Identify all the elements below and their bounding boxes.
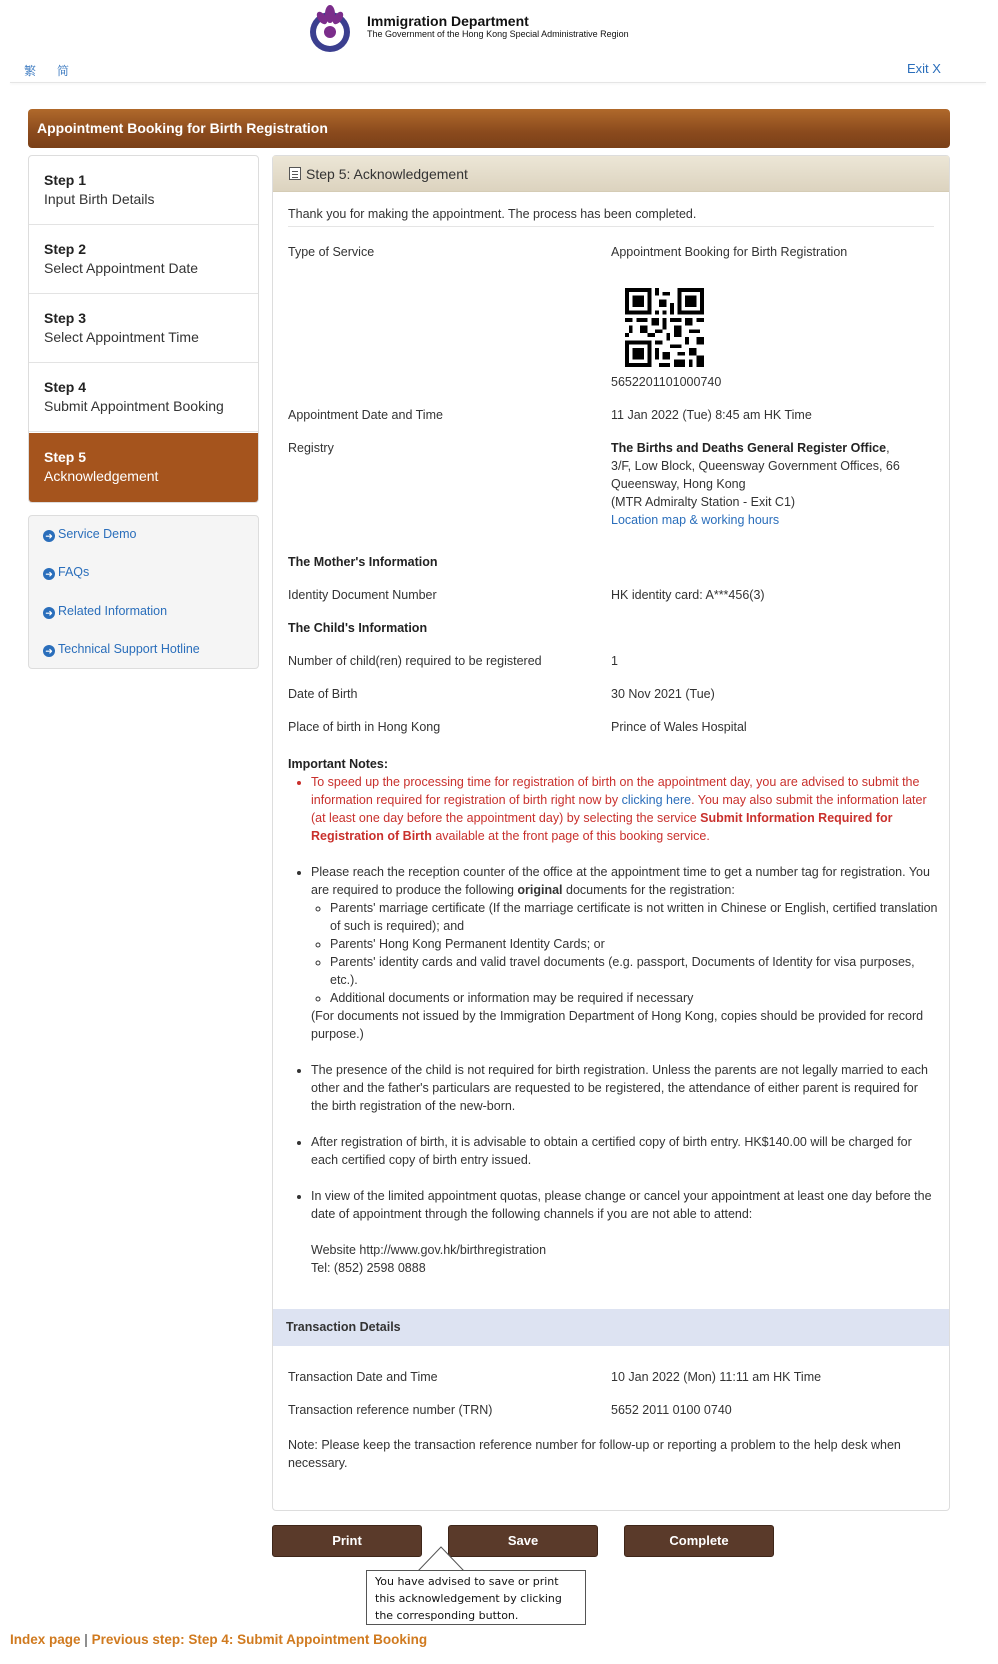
- arrow-circle-icon: ➜: [43, 607, 55, 619]
- qr-code-icon: [625, 288, 704, 367]
- step-number: Step 3: [44, 310, 87, 326]
- save-print-tooltip: [366, 1570, 586, 1625]
- acknowledgement-panel: [272, 155, 950, 1511]
- link-label: Technical Support Hotline: [58, 642, 200, 656]
- registry-mtr-exit: (MTR Admiralty Station - Exit C1): [611, 495, 796, 509]
- step-1: [29, 156, 258, 225]
- step-5-active: [29, 433, 258, 502]
- lang-simplified-link[interactable]: 简: [57, 64, 70, 78]
- header-divider: [10, 82, 986, 83]
- arrow-circle-icon: ➜: [43, 530, 55, 542]
- service-demo-link[interactable]: [43, 527, 137, 542]
- step-label: Submit Appointment Booking: [44, 398, 224, 414]
- side-links-panel: [28, 515, 259, 669]
- step-number: Step 5: [44, 449, 87, 465]
- department-subtitle: The Government of the Hong Kong Special Administrative Region: [367, 29, 629, 39]
- important-notes-heading: Important Notes:: [288, 757, 388, 771]
- transaction-datetime-value: 10 Jan 2022 (Mon) 11:11 am HK Time: [611, 1370, 822, 1384]
- lang-traditional-link[interactable]: 繁: [24, 64, 37, 78]
- date-of-birth-value: 30 Nov 2021 (Tue): [611, 687, 715, 701]
- qr-number: 5652201101000740: [611, 375, 722, 389]
- note-documents: [311, 863, 938, 1043]
- transaction-details-heading: Transaction Details: [286, 1320, 401, 1334]
- registry-name-line: [611, 441, 890, 455]
- transaction-datetime-label: Transaction Date and Time: [288, 1370, 438, 1384]
- identity-document-value: HK identity card: A***456(3): [611, 588, 765, 602]
- complete-button[interactable]: Complete: [624, 1525, 774, 1557]
- step-label: Acknowledgement: [44, 468, 159, 484]
- note-text: available at the front page of this booking service.: [431, 829, 710, 843]
- note-change-cancel: [311, 1187, 938, 1277]
- note-submit-info: [311, 773, 938, 845]
- num-children-value: 1: [611, 654, 618, 668]
- note-text: To speed up the processing time for registration of birth on the appointment day, you are advised to submit the information required for registration of birth right now by: [311, 775, 920, 807]
- notes-list: [288, 773, 938, 1277]
- tooltip-line: You have advised to save or print: [375, 1575, 559, 1588]
- footer-nav: [10, 1632, 427, 1647]
- trn-value: 5652 2011 0100 0740: [611, 1403, 732, 1417]
- department-title: Immigration Department: [367, 13, 529, 29]
- print-button[interactable]: Print: [272, 1525, 422, 1557]
- previous-step-link[interactable]: Previous step: Step 4: Submit Appointment Booking: [91, 1632, 428, 1647]
- note-child-presence: • The presence of the child is not required for birth registration. Unless the parents are not legally married to each other and the father's particulars are requested to be registered, the attendance of either parent is required for the birth registration of the new-born.: [311, 1061, 938, 1115]
- technical-support-link[interactable]: [43, 642, 200, 657]
- place-of-birth-label: Place of birth in Hong Kong: [288, 720, 441, 734]
- note-text: documents for the registration:: [562, 883, 735, 897]
- num-children-label: Number of child(ren) required to be registered: [288, 654, 542, 668]
- type-of-service-label: Type of Service: [288, 245, 375, 259]
- related-information-link[interactable]: [43, 604, 167, 619]
- hksar-emblem-icon: [306, 2, 354, 54]
- step-label: Select Appointment Date: [44, 260, 199, 276]
- tel-contact: Tel: (852) 2598 0888: [311, 1261, 426, 1275]
- registry-name: The Births and Deaths General Register Office: [611, 441, 887, 455]
- important-notes: [288, 755, 938, 1295]
- step-label: Select Appointment Time: [44, 329, 199, 345]
- panel-heading: Step 5: Acknowledgement: [306, 166, 468, 182]
- registry-comma: ,: [886, 441, 890, 455]
- faqs-link[interactable]: [43, 565, 89, 580]
- note-bold: original: [517, 883, 563, 897]
- note-text: In view of the limited appointment quotas, please change or cancel your appointment at least one day before the date of appointment through the following channels if you are not able to attend:: [311, 1189, 932, 1221]
- note-copies: (For documents not issued by the Immigration Department of Hong Kong, copies should be provided for record purpose.): [311, 1009, 924, 1041]
- registry-address-line2: Queensway, Hong Kong: [611, 477, 746, 491]
- appointment-datetime-label: Appointment Date and Time: [288, 408, 443, 422]
- identity-document-label: Identity Document Number: [288, 588, 437, 602]
- footer-separator: |: [84, 1632, 88, 1647]
- trn-label: Transaction reference number (TRN): [288, 1403, 493, 1417]
- tooltip-arrow: [418, 1546, 464, 1572]
- link-label: Service Demo: [58, 527, 137, 541]
- page-header: [0, 0, 998, 82]
- step-number: Step 4: [44, 379, 87, 395]
- panel-header: [273, 156, 949, 192]
- step-label: Input Birth Details: [44, 191, 155, 207]
- step-3: [29, 294, 258, 363]
- note-text: . You may also submit the information later (at least one day before the appointment day) by selecting the service: [311, 793, 927, 825]
- date-of-birth-label: Date of Birth: [288, 687, 358, 701]
- index-page-link[interactable]: Index page: [10, 1632, 81, 1647]
- service-title-bar: [28, 109, 950, 148]
- document-item: ◦ Parents' identity cards and valid travel documents (e.g. passport, Documents of Identity for visa purposes, etc.).: [330, 953, 938, 989]
- website-contact: Website http://www.gov.hk/birthregistration: [311, 1243, 547, 1257]
- save-button[interactable]: Save: [448, 1525, 598, 1557]
- document-item: ◦ Parents' marriage certificate (If the marriage certificate is not written in Chinese or English, certified translation of such is required); and: [330, 899, 938, 935]
- note-service-name: Submit Information Required for Registration of Birth: [311, 811, 893, 843]
- type-of-service-value: Appointment Booking for Birth Registration: [611, 245, 848, 259]
- transaction-details-band: [273, 1309, 949, 1346]
- link-label: FAQs: [58, 565, 90, 579]
- step-navigation: [28, 155, 259, 503]
- location-map-link[interactable]: Location map & working hours: [611, 513, 780, 527]
- registry-label: Registry: [288, 441, 334, 455]
- note-certified-copy: • After registration of birth, it is advisable to obtain a certified copy of birth entry. HK$140.00 will be charged for each certified copy of birth entry issued.: [311, 1133, 938, 1169]
- registry-address-line1: 3/F, Low Block, Queensway Government Offices, 66: [611, 459, 900, 473]
- step-number: Step 2: [44, 241, 87, 257]
- document-item: ◦ Additional documents or information may be required if necessary: [330, 989, 938, 1007]
- divider: [288, 226, 934, 227]
- place-of-birth-value: Prince of Wales Hospital: [611, 720, 747, 734]
- tooltip-line: the corresponding button.: [375, 1609, 519, 1622]
- documents-list: [311, 899, 938, 1007]
- clicking-here-link[interactable]: clicking here: [621, 793, 692, 807]
- tooltip-line: this acknowledgement by clicking: [375, 1592, 562, 1605]
- thanks-message: Thank you for making the appointment. The process has been completed.: [288, 207, 697, 221]
- step-number: Step 1: [44, 172, 87, 188]
- child-info-heading: The Child's Information: [288, 621, 428, 635]
- arrow-circle-icon: ➜: [43, 568, 55, 580]
- step-2: [29, 225, 258, 294]
- arrow-circle-icon: ➜: [43, 645, 55, 657]
- trn-note: Note: Please keep the transaction reference number for follow-up or reporting a problem to the help desk when necessary.: [288, 1438, 901, 1470]
- appointment-datetime-value: 11 Jan 2022 (Tue) 8:45 am HK Time: [611, 408, 812, 422]
- step-4: [29, 363, 258, 432]
- mother-info-heading: The Mother's Information: [288, 555, 438, 569]
- note-text: Please reach the reception counter of the office at the appointment time to get a number tag for registration. You are required to produce the following: [311, 865, 930, 897]
- exit-link[interactable]: Exit X: [907, 61, 941, 76]
- document-item: ◦ Parents' Hong Kong Permanent Identity Cards; or: [330, 935, 938, 953]
- document-icon: [289, 167, 301, 180]
- service-title: Appointment Booking for Birth Registration: [37, 120, 328, 136]
- link-label: Related Information: [58, 604, 168, 618]
